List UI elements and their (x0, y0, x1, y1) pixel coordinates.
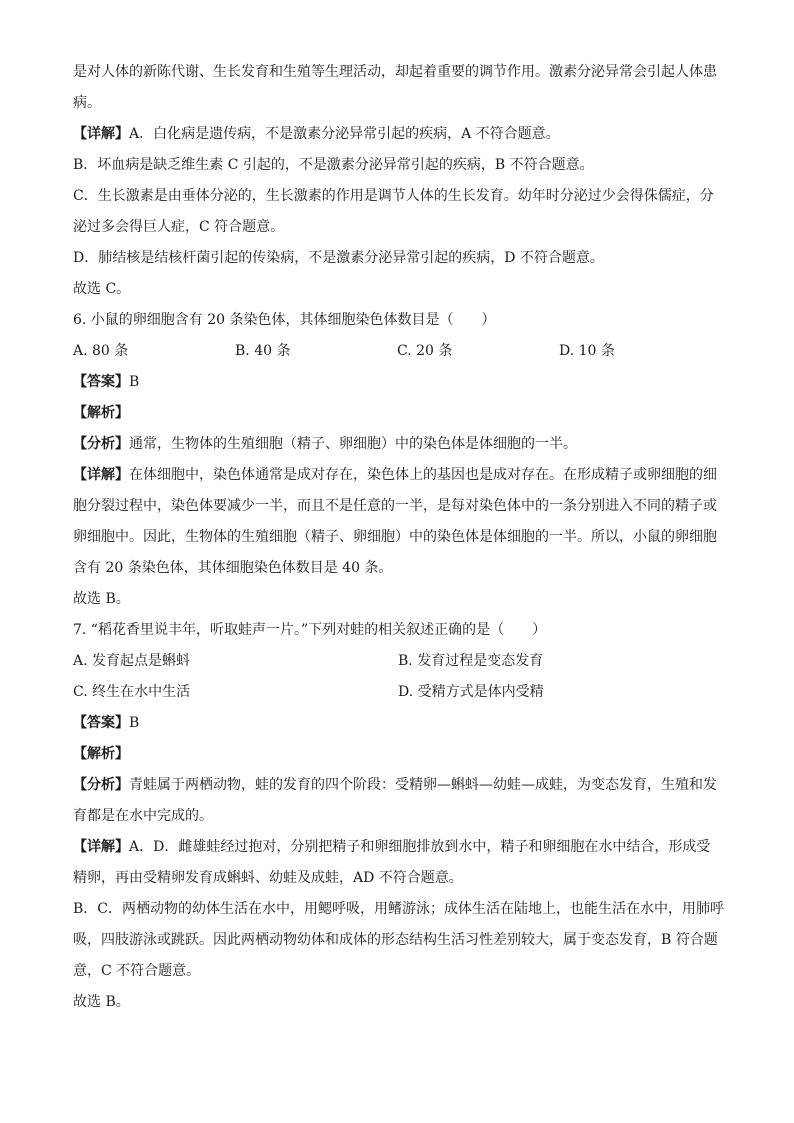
q6-detail-line-3: 卵细胞中。因此，生物体的生殖细胞（精子、卵细胞）中的染色体是体细胞的一半。所以，小鼠的卵细胞 (73, 529, 717, 545)
answer-tag: 【答案】 (73, 715, 129, 731)
q7-analysis-tag: 【解析】 (73, 746, 129, 762)
detail-tag: 【详解】 (73, 467, 129, 483)
document-page (73, 62, 723, 1023)
fenxi-tag: 【分析】 (73, 777, 129, 793)
q6-detail-line-2: 胞分裂过程中，染色体要减少一半，而且不是任意的一半，是每对染色体中的一条分别进入不同的精子或 (73, 498, 717, 514)
q7-detail-ad (73, 837, 723, 888)
q5-intro-line-2: 病。 (73, 95, 101, 111)
q5-detail-b: B．坏血病是缺乏维生素 C 引起的，不是激素分泌异常引起的疾病，B 不符合题意。 (73, 157, 594, 173)
q7-option-a: A. 发育起点是蝌蚪 (73, 653, 191, 669)
q7-fenxi-line-1 (73, 775, 723, 795)
answer-tag: 【答案】 (73, 374, 129, 390)
q6-option-b: B. 40 条 (235, 343, 291, 359)
q5-detail-d: D．肺结核是结核杆菌引起的传染病，不是激素分泌异常引起的疾病，D 不符合题意。 (73, 250, 604, 266)
q5-detail-c-line-2: 泌过多会得巨人症，C 符合题意。 (73, 219, 285, 235)
q7-detail-ad-line-1 (73, 837, 723, 857)
q6-detail-text-1: 在体细胞中，染色体通常是成对存在，染色体上的基因也是成对存在。在形成精子或卵细胞的细 (129, 467, 717, 483)
q7-answer (73, 713, 723, 733)
q7-option-b: B. 发育过程是变态发育 (398, 653, 544, 669)
q7-detail-ad-line-2: 精卵，再由受精卵发育成蝌蚪、幼蛙及成蛙，AD 不符合题意。 (73, 870, 463, 886)
q7-answer-value: B (129, 715, 140, 731)
q7-option-c: C. 终生在水中生活 (73, 684, 191, 700)
q7-fenxi-text-1: 青蛙属于两栖动物，蛙的发育的四个阶段：受精卵—蝌蚪—幼蛙—成蛙，为变态发育，生殖和发 (129, 777, 717, 793)
q6-fenxi-text: 通常，生物体的生殖细胞（精子、卵细胞）中的染色体是体细胞的一半。 (129, 436, 577, 452)
q7-choice: 故选 B。 (73, 994, 130, 1010)
q7-options-row-1 (73, 651, 723, 671)
q5-choice: 故选 C。 (73, 281, 131, 297)
q7-detail-bc-line-1: B．C．两栖动物的幼体生活在水中，用鳃呼吸，用鳍游泳；成体生活在陆地上，也能生活在水中，用肺呼 (73, 901, 724, 917)
q7-fenxi (73, 775, 723, 826)
q7-detail-bc-line-3: 意，C 不符合题意。 (73, 963, 201, 979)
detail-tag: 【详解】 (73, 126, 129, 142)
q7-detail-ad-text-1: A．D．雌雄蛙经过抱对，分别把精子和卵细胞排放到水中，精子和卵细胞在水中结合，形成受 (129, 839, 711, 855)
q5-detail-c-line-1: C．生长激素是由垂体分泌的，生长激素的作用是调节人体的生长发育。幼年时分泌过少会得侏儒症，分 (73, 188, 714, 204)
q7-detail-bc-line-2: 吸，四肢游泳或跳跃。因此两栖动物幼体和成体的形态结构生活习性差别较大，属于变态发育，B 符合题 (73, 932, 718, 948)
q6-option-a: A. 80 条 (73, 343, 129, 359)
q6-option-d: D. 10 条 (559, 343, 615, 359)
q7-options-row-2 (73, 682, 723, 702)
q6-analysis-tag: 【解析】 (73, 405, 129, 421)
q6-fenxi (73, 434, 723, 454)
q6-answer-value: B (129, 374, 140, 390)
q5-detail-a-text: A．白化病是遗传病，不是激素分泌异常引起的疾病，A 不符合题意。 (129, 126, 560, 142)
fenxi-tag: 【分析】 (73, 436, 129, 452)
q6-detail-line-4: 含有 20 条染色体，其体细胞染色体数目是 40 条。 (73, 560, 393, 576)
q7-stem: 7. “稻花香里说丰年，听取蛙声一片。”下列对蛙的相关叙述正确的是（ ） (73, 622, 547, 638)
q7-fenxi-line-2: 育都是在水中完成的。 (73, 808, 213, 824)
q6-detail-line-1 (73, 465, 723, 485)
q5-detail-c (73, 186, 723, 237)
q7-option-d: D. 受精方式是体内受精 (398, 684, 544, 700)
q7-detail-bc (73, 899, 723, 981)
q5-intro-paragraph (73, 62, 723, 113)
q5-intro-line-1: 是对人体的新陈代谢、生长发育和生殖等生理活动，却起着重要的调节作用。激素分泌异常会引起人体患 (73, 64, 717, 80)
q6-option-c: C. 20 条 (397, 343, 453, 359)
q6-options (73, 341, 723, 361)
detail-tag: 【详解】 (73, 839, 129, 855)
q6-detail (73, 465, 723, 578)
q6-choice: 故选 B。 (73, 591, 130, 607)
q5-detail-a (73, 124, 723, 144)
q6-answer (73, 372, 723, 392)
q6-stem: 6. 小鼠的卵细胞含有 20 条染色体，其体细胞染色体数目是（ ） (73, 312, 496, 328)
